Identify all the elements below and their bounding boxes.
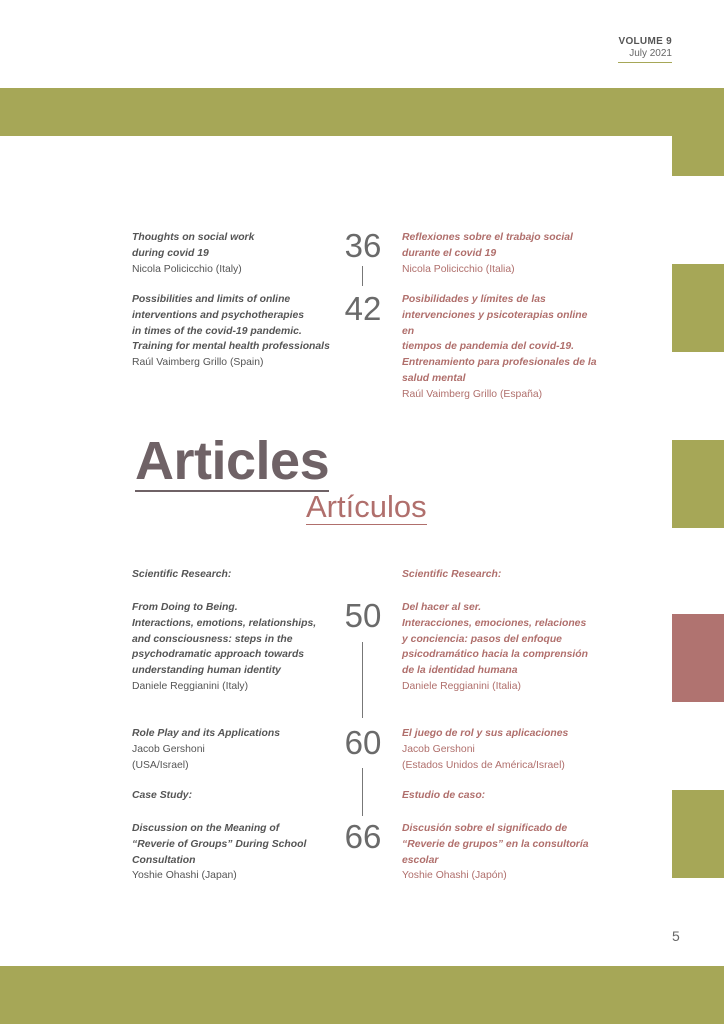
divider-line [362, 266, 363, 286]
toc-entry-es[interactable] [402, 230, 602, 277]
entry-author: Nicola Policicchio (Italia) [402, 263, 515, 275]
volume-label: VOLUME 9 [618, 36, 672, 47]
volume-header [618, 36, 672, 63]
page-number-60[interactable]: 60 [344, 724, 382, 761]
section-title-en: Articles [135, 431, 330, 491]
entry-title: Posibilidades y límites de las intervenciones y psicoterapias online en tiempos de pandemia del covid-19. Entrenamiento para profesionales de la salud mental [402, 294, 597, 384]
entry-title: Possibilities and limits of online interventions and psychotherapies in times of the covid-19 pandemic. Training for mental health professionals [132, 294, 330, 353]
bottom-color-band [0, 966, 724, 1024]
side-tab-4-active [672, 614, 724, 702]
page-number-50[interactable]: 50 [344, 597, 382, 634]
entry-author: Daniele Reggianini (Italy) [132, 680, 249, 692]
page-number-66[interactable]: 66 [344, 818, 382, 855]
divider-line [362, 642, 363, 718]
section-label-es: Estudio de caso: [402, 790, 486, 801]
entry-title: Thoughts on social work during covid 19 [132, 232, 255, 259]
entry-author: Raúl Vaimberg Grillo (Spain) [132, 357, 264, 369]
entry-title: Reflexiones sobre el trabajo social durante el covid 19 [402, 232, 573, 259]
issue-date: July 2021 [629, 48, 672, 59]
section-label-es: Scientific Research: [402, 569, 502, 580]
article-entry-en[interactable] [132, 726, 332, 773]
side-tab-2 [672, 264, 724, 352]
article-entry-es[interactable] [402, 600, 602, 695]
entry-title: Discusión sobre el significado de “Reverie de grupos” en la consultoría escolar [402, 823, 589, 866]
article-entry-es[interactable] [402, 726, 612, 773]
article-entry-en[interactable] [132, 600, 332, 695]
entry-title: Del hacer al ser. Interacciones, emociones, relaciones y conciencia: pasos del enfoque psicodramático hacia la comprensión de la identidad humana [402, 602, 588, 677]
toc-entry-en[interactable] [132, 292, 337, 371]
entry-author: Daniele Reggianini (Italia) [402, 680, 521, 692]
entry-author: Raúl Vaimberg Grillo (España) [402, 388, 543, 400]
side-tab-1 [672, 136, 724, 176]
entry-title: Discussion on the Meaning of “Reverie of Groups” During School Consultation [132, 823, 307, 866]
entry-author: Jacob Gershoni (USA/Israel) [132, 743, 205, 771]
top-color-band [0, 88, 724, 136]
entry-author: Yoshie Ohashi (Japón) [402, 870, 507, 882]
toc-entry-es[interactable] [402, 292, 602, 403]
side-tab-5 [672, 790, 724, 878]
page-number-42[interactable]: 42 [344, 290, 382, 327]
section-title-es: Artículos [306, 489, 427, 524]
section-label-en: Scientific Research: [132, 569, 232, 580]
article-entry-en[interactable] [132, 821, 332, 884]
section-label-en: Case Study: [132, 790, 193, 801]
article-entry-es[interactable] [402, 821, 602, 884]
page-number: 5 [672, 928, 680, 944]
entry-author: Yoshie Ohashi (Japan) [132, 870, 237, 882]
entry-title: El juego de rol y sus aplicaciones [402, 728, 569, 739]
entry-title: Role Play and its Applications [132, 728, 281, 739]
divider-line [362, 768, 363, 816]
side-tab-3 [672, 440, 724, 528]
entry-title: From Doing to Being. Interactions, emotions, relationships, and consciousness: steps in the psychodramatic approach towards understanding human identity [132, 602, 317, 677]
entry-author: Nicola Policicchio (Italy) [132, 263, 242, 275]
entry-author: Jacob Gershoni (Estados Unidos de América/Israel) [402, 743, 565, 771]
toc-entry-en[interactable] [132, 230, 332, 277]
page-number-36[interactable]: 36 [344, 227, 382, 264]
